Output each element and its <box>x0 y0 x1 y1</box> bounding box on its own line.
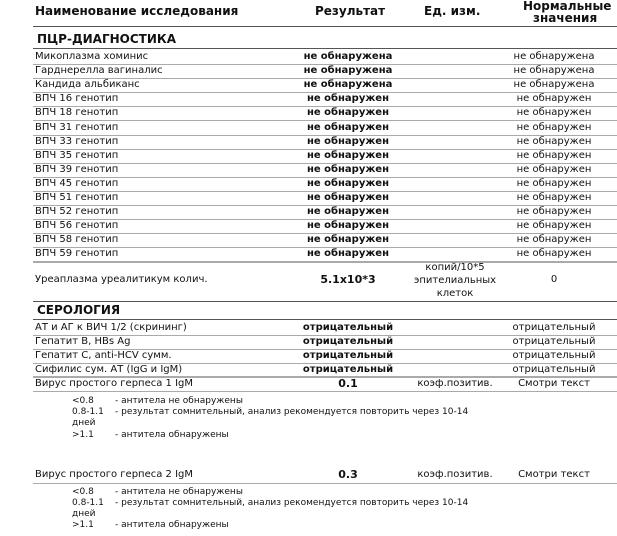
test-normal-value: не обнаружена <box>513 65 595 77</box>
test-result: не обнаружен <box>306 107 389 119</box>
test-normal-value: не обнаружен <box>516 220 592 232</box>
ureaplasma-unit-line2: эпителиальных <box>413 275 497 286</box>
test-name: ВПЧ 51 генотип <box>35 192 119 203</box>
section-divider-pcr <box>33 48 617 49</box>
herpes1-result: 0.1 <box>338 377 358 390</box>
table-row <box>0 121 617 135</box>
test-name: ВПЧ 16 генотип <box>35 93 119 105</box>
test-result: отрицательный <box>302 336 394 347</box>
herpes1-note-text: - антитела не обнаружены <box>115 396 243 406</box>
test-normal-value: отрицательный <box>512 322 596 333</box>
herpes1-note-text: - результат сомнительный, анализ рекомендуется повторить через 10-14 <box>115 407 469 417</box>
test-result: не обнаружен <box>306 248 389 260</box>
test-name: Гарднерелла вагиналис <box>35 65 163 77</box>
row-divider <box>33 483 617 484</box>
test-normal-value: не обнаружен <box>516 206 592 218</box>
header-divider <box>33 26 617 27</box>
test-result: отрицательный <box>302 364 394 375</box>
herpes2-note-text: - антитела не обнаружены <box>115 487 243 497</box>
test-name: ВПЧ 33 генотип <box>35 135 119 147</box>
test-result: не обнаружена <box>303 65 393 77</box>
test-result: не обнаружен <box>306 163 389 175</box>
column-header-normal-line2: значения <box>533 11 598 25</box>
herpes2-unit: коэф.позитив. <box>417 469 493 480</box>
test-normal-value: не обнаружен <box>516 177 592 189</box>
test-result: отрицательный <box>302 350 394 361</box>
herpes2-note-range: 0.8-1.1 <box>72 498 104 508</box>
table-row <box>0 92 617 106</box>
ureaplasma-unit-line1: копий/10*5 <box>425 262 485 273</box>
herpes1-unit: коэф.позитив. <box>417 378 493 389</box>
table-row <box>0 321 617 335</box>
test-name: ВПЧ 52 генотип <box>35 206 119 218</box>
test-result: не обнаружен <box>306 135 389 147</box>
table-row <box>0 135 617 149</box>
table-row <box>0 149 617 163</box>
test-name: ВПЧ 59 генотип <box>35 248 119 260</box>
herpes2-result: 0.3 <box>338 468 358 481</box>
test-name: ВПЧ 35 генотип <box>35 149 119 161</box>
herpes2-note-range: >1.1 <box>72 520 94 530</box>
test-normal-value: не обнаружена <box>513 51 595 62</box>
herpes1-note-range: дней <box>72 418 96 428</box>
test-name: Сифилис сум. АТ (IgG и IgM) <box>35 364 183 375</box>
herpes2-name: Вирус простого герпеса 2 IgM <box>35 469 194 480</box>
herpes1-note-text: - антитела обнаружены <box>115 430 229 440</box>
ureaplasma-result: 5.1x10*3 <box>320 273 376 286</box>
test-result: не обнаружен <box>306 206 389 218</box>
test-normal-value: отрицательный <box>512 364 596 375</box>
test-normal-value: не обнаружен <box>516 192 592 203</box>
ureaplasma-norm: 0 <box>550 274 558 285</box>
test-result: не обнаружен <box>306 93 389 105</box>
table-row <box>0 191 617 205</box>
column-header-unit: Ед. изм. <box>424 4 481 18</box>
herpes2-norm: Смотри текст <box>518 469 590 480</box>
table-row <box>0 335 617 349</box>
herpes2-note-range: дней <box>72 509 96 519</box>
test-normal-value: не обнаружен <box>516 234 592 246</box>
test-normal-value: не обнаружен <box>516 107 592 119</box>
herpes1-norm: Смотри текст <box>518 378 590 389</box>
table-row <box>0 363 617 377</box>
ureaplasma-name: Уреаплазма уреалитикум колич. <box>35 274 208 285</box>
test-result: не обнаружен <box>306 149 389 161</box>
table-row <box>0 78 617 92</box>
table-row <box>0 177 617 191</box>
test-result: не обнаружен <box>306 121 389 133</box>
herpes2-note-range: <0.8 <box>72 487 94 497</box>
row-divider <box>33 262 617 263</box>
herpes1-note-range: 0.8-1.1 <box>72 407 104 417</box>
test-result: не обнаружена <box>303 51 393 62</box>
test-normal-value: не обнаружена <box>513 79 595 91</box>
test-name: Гепатит С, anti-HCV сумм. <box>35 350 172 361</box>
herpes1-note-range: >1.1 <box>72 430 94 440</box>
ureaplasma-unit-line3: клеток <box>436 288 474 299</box>
herpes2-note-text: - результат сомнительный, анализ рекомендуется повторить через 10-14 <box>115 498 469 508</box>
column-header-normal-line1: Нормальные <box>523 0 612 13</box>
test-result: не обнаружен <box>306 220 389 232</box>
herpes1-name: Вирус простого герпеса 1 IgM <box>35 378 194 389</box>
herpes1-note-range: <0.8 <box>72 396 94 406</box>
section-top-divider-serology <box>33 301 617 302</box>
test-name: АТ и АГ к ВИЧ 1/2 (скрининг) <box>35 322 187 333</box>
test-name: ВПЧ 39 генотип <box>35 163 119 175</box>
test-result: не обнаружен <box>306 234 389 246</box>
test-name: ВПЧ 18 генотип <box>35 107 119 119</box>
test-name: ВПЧ 58 генотип <box>35 234 119 246</box>
test-normal-value: не обнаружен <box>516 248 592 260</box>
test-normal-value: не обнаружен <box>516 149 592 161</box>
table-row <box>0 219 617 233</box>
table-row <box>0 233 617 247</box>
test-normal-value: не обнаружен <box>516 121 592 133</box>
herpes2-note-text: - антитела обнаружены <box>115 520 229 530</box>
table-row <box>0 349 617 363</box>
table-row <box>0 64 617 78</box>
test-normal-value: не обнаружен <box>516 93 592 105</box>
column-header-name: Наименование исследования <box>35 4 239 18</box>
test-normal-value: отрицательный <box>512 350 596 361</box>
row-divider <box>33 391 617 392</box>
test-normal-value: отрицательный <box>512 336 596 347</box>
test-name: ВПЧ 56 генотип <box>35 220 119 232</box>
table-row <box>0 50 617 64</box>
table-row <box>0 106 617 120</box>
test-result: не обнаружена <box>303 79 393 91</box>
test-result: не обнаружен <box>306 192 389 203</box>
test-result: отрицательный <box>302 322 394 333</box>
test-name: Микоплазма хоминис <box>35 51 149 62</box>
test-result: не обнаружен <box>306 177 389 189</box>
test-name: ВПЧ 31 генотип <box>35 121 119 133</box>
test-name: Кандида альбиканс <box>35 79 140 91</box>
column-header-result: Результат <box>315 4 386 18</box>
section-title-pcr: ПЦР-ДИАГНОСТИКА <box>37 32 176 46</box>
table-row <box>0 205 617 219</box>
test-normal-value: не обнаружен <box>516 135 592 147</box>
section-divider-serology <box>33 319 617 320</box>
table-row <box>0 247 617 261</box>
test-name: ВПЧ 45 генотип <box>35 177 119 189</box>
test-name: Гепатит В, HBs Ag <box>35 336 131 347</box>
table-row <box>0 163 617 177</box>
test-normal-value: не обнаружен <box>516 163 592 175</box>
section-title-serology: СЕРОЛОГИЯ <box>37 303 121 317</box>
